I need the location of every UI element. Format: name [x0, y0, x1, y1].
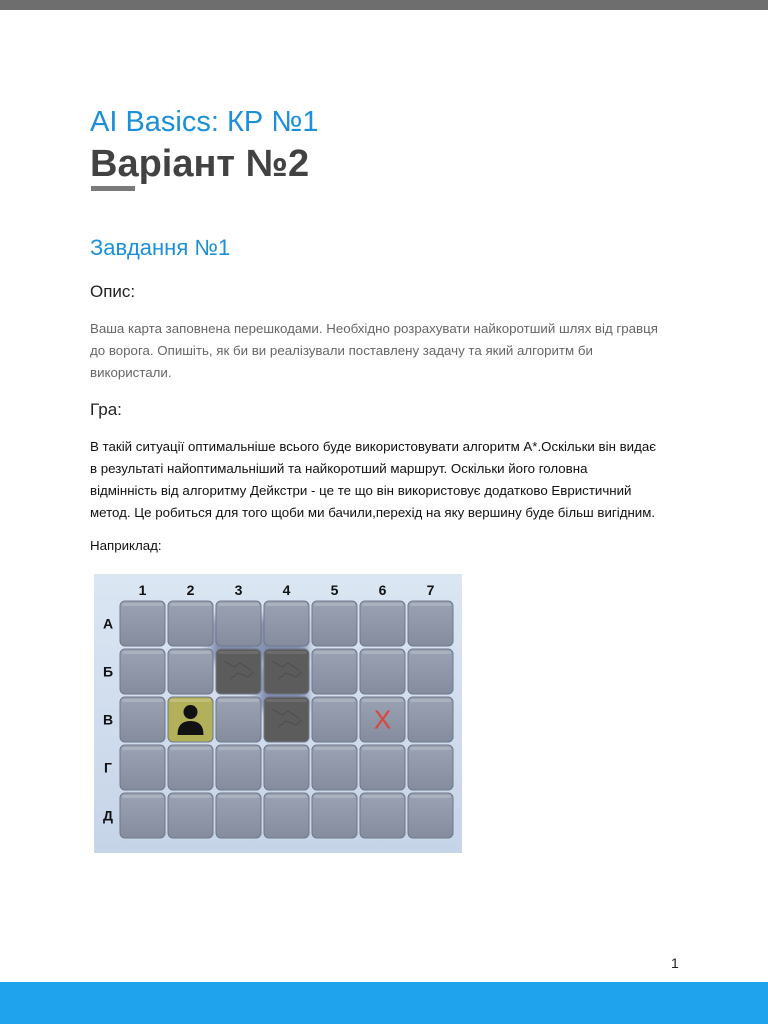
cell-highlight: [410, 699, 451, 702]
cell-highlight: [122, 795, 163, 798]
column-label: 2: [186, 582, 195, 598]
cell-highlight: [218, 651, 259, 654]
cell-highlight: [266, 747, 307, 750]
page-number: 1: [671, 955, 679, 971]
grid-cell: [312, 649, 357, 694]
game-line: В такій ситуації оптимальніше всього буде використовувати алгоритм А*.Оскільки він видає: [90, 439, 657, 454]
game-line: в результаті найоптимальніший та найкоротший маршрут. Оскільки його головна: [90, 461, 588, 476]
column-label: 6: [378, 582, 387, 598]
row-label: Г: [104, 759, 112, 776]
grid-cell: [120, 601, 165, 646]
description-line: до ворога. Опишіть, як би ви реалізували поставлену задачу та який алгоритм би: [90, 343, 593, 358]
grid-cell: [216, 745, 261, 790]
grid-cell: [408, 649, 453, 694]
description-paragraph: [90, 318, 690, 384]
grid-cell: [216, 697, 261, 742]
grid-cell: [312, 697, 357, 742]
cell-highlight: [314, 699, 355, 702]
grid-cell: [168, 649, 213, 694]
description-line: використали.: [90, 365, 172, 380]
cell-highlight: [170, 699, 211, 702]
cell-highlight: [170, 651, 211, 654]
cell-highlight: [410, 651, 451, 654]
cell-highlight: [314, 603, 355, 606]
row-label: Д: [103, 807, 113, 824]
grid-cell: [264, 601, 309, 646]
obstacle-cell: [264, 697, 309, 742]
grid-cell: [408, 793, 453, 838]
bottom-bar: [0, 982, 768, 1024]
game-heading: Гра:: [90, 400, 122, 419]
top-bar: [0, 0, 768, 10]
cell-highlight: [218, 747, 259, 750]
cell-highlight: [410, 795, 451, 798]
person-icon: [184, 705, 198, 719]
cell-highlight: [218, 603, 259, 606]
cell-highlight: [218, 795, 259, 798]
example-label: Наприклад:: [90, 538, 162, 553]
column-label: 1: [138, 582, 147, 598]
cell-highlight: [314, 747, 355, 750]
grid-cell: [168, 793, 213, 838]
grid-cell: [216, 793, 261, 838]
variant-title: Варіант №2: [90, 143, 310, 185]
grid-cell: [408, 601, 453, 646]
game-line: відмінність від алгоритму Дейкстри - це те що він використовує додатково Евристичний: [90, 483, 632, 498]
game-line: метод. Це робиться для того щоби ми бачили,перехід на яку вершину буде більш вигідним.: [90, 505, 656, 520]
cell-highlight: [170, 747, 211, 750]
cell-highlight: [170, 603, 211, 606]
grid-cell: [120, 793, 165, 838]
grid-cell: [360, 601, 405, 646]
cell-highlight: [362, 747, 403, 750]
grid-cell: [312, 601, 357, 646]
cell-highlight: [410, 747, 451, 750]
grid-cell: [120, 649, 165, 694]
grid-cell: [264, 793, 309, 838]
column-label: 7: [426, 582, 435, 598]
cell-highlight: [122, 651, 163, 654]
row-label: А: [102, 615, 114, 632]
grid-map-figure: [94, 574, 462, 853]
grid-cell: [264, 745, 309, 790]
title-underline: [91, 186, 135, 191]
cross-icon: X: [373, 704, 392, 735]
grid-cell: [360, 649, 405, 694]
grid-cell: [120, 745, 165, 790]
grid-cell: [312, 745, 357, 790]
cell-highlight: [122, 603, 163, 606]
cell-highlight: [266, 603, 307, 606]
course-title: AI Basics: КР №1: [90, 106, 319, 138]
obstacle-cell: [264, 649, 309, 694]
cell-highlight: [362, 699, 403, 702]
cell-highlight: [410, 603, 451, 606]
cell-highlight: [266, 795, 307, 798]
grid-cell: [168, 745, 213, 790]
column-label: 5: [330, 582, 339, 598]
grid-cell: [360, 745, 405, 790]
column-label: 4: [282, 582, 291, 598]
grid-cell: [168, 601, 213, 646]
cell-highlight: [170, 795, 211, 798]
grid-cell: [120, 697, 165, 742]
cell-highlight: [122, 747, 163, 750]
description-line: Ваша карта заповнена перешкодами. Необхідно розрахувати найкоротший шлях від гравця: [90, 321, 658, 336]
cell-highlight: [314, 651, 355, 654]
obstacle-cell: [216, 649, 261, 694]
description-heading: Опис:: [90, 282, 136, 301]
cell-highlight: [218, 699, 259, 702]
cell-highlight: [266, 651, 307, 654]
row-label: В: [102, 711, 114, 728]
task-heading: Завдання №1: [90, 235, 231, 260]
column-label: 3: [234, 582, 243, 598]
cell-highlight: [122, 699, 163, 702]
player-cell: [168, 697, 213, 742]
cell-highlight: [266, 699, 307, 702]
grid-cell: [408, 697, 453, 742]
grid-cell: [216, 601, 261, 646]
cell-highlight: [362, 795, 403, 798]
grid-cell: [360, 793, 405, 838]
cell-highlight: [362, 603, 403, 606]
cell-highlight: [362, 651, 403, 654]
row-label: Б: [102, 663, 114, 680]
game-paragraph: [90, 436, 690, 524]
cell-highlight: [314, 795, 355, 798]
grid-cell: [408, 745, 453, 790]
grid-cell: [312, 793, 357, 838]
